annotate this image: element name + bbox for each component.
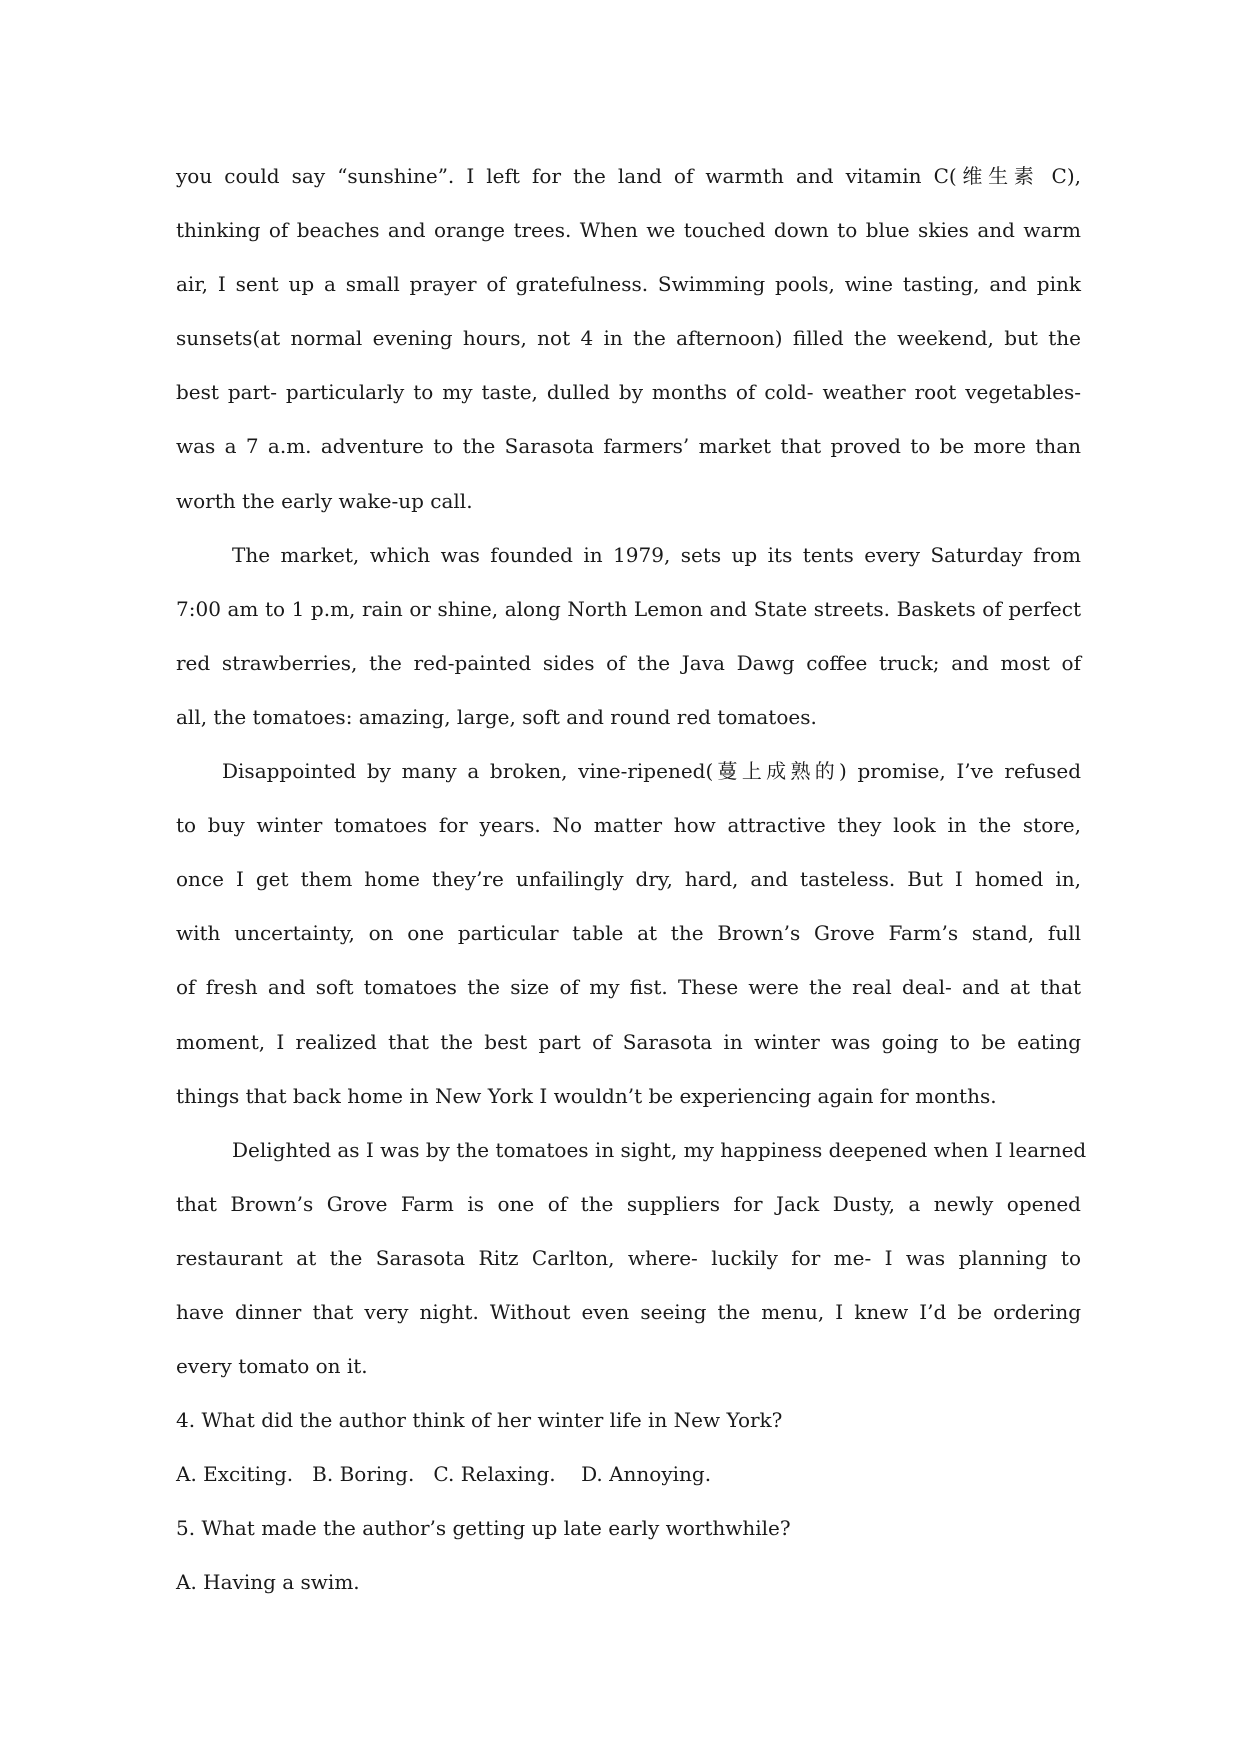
text-line: was a 7 a.m. adventure to the Sarasota farmers’ market that proved to be more than xyxy=(176,434,1081,459)
text-line: moment, I realized that the best part of Sarasota in winter was going to be eating xyxy=(176,1029,1081,1054)
text-line: that Brown’s Grove Farm is one of the suppliers for Jack Dusty, a newly opened xyxy=(176,1191,1081,1216)
text-line: sunsets(at normal evening hours, not 4 in the afternoon) filled the weekend, but the xyxy=(176,326,1081,351)
text-line: worth the early wake-up call. xyxy=(176,488,473,513)
question-5-option-a: A. Having a swim. xyxy=(176,1570,360,1595)
text-line: once I get them home they’re unfailingly dry, hard, and tasteless. But I homed in, xyxy=(176,867,1081,892)
questions xyxy=(176,1400,1081,1616)
text-line: restaurant at the Sarasota Ritz Carlton, where- luckily for me- I was planning to xyxy=(176,1245,1081,1270)
question-4-options: A. Exciting. B. Boring. C. Relaxing. D. Annoying. xyxy=(176,1462,712,1487)
text-line: Disappointed by many a broken, vine-ripened(蔓上成熟的) promise, I’ve refused xyxy=(222,759,1081,784)
text-line: of fresh and soft tomatoes the size of my fist. These were the real deal- and at that xyxy=(176,975,1081,1000)
text-line: red strawberries, the red-painted sides of the Java Dawg coffee truck; and most of xyxy=(176,650,1081,675)
text-line: to buy winter tomatoes for years. No matter how attractive they look in the store, xyxy=(176,813,1081,838)
text-line: every tomato on it. xyxy=(176,1354,368,1379)
text-line: things that back home in New York I wouldn’t be experiencing again for months. xyxy=(176,1083,997,1108)
reading-passage xyxy=(176,156,1087,1617)
text-line: all, the tomatoes: amazing, large, soft and round red tomatoes. xyxy=(176,704,817,729)
text-line: have dinner that very night. Without even seeing the menu, I knew I’d be ordering xyxy=(176,1299,1081,1324)
question-5: 5. What made the author’s getting up late early worthwhile? xyxy=(176,1516,791,1541)
paragraph-4 xyxy=(176,1130,1087,1400)
text-line: best part- particularly to my taste, dulled by months of cold- weather root vegetables- xyxy=(176,380,1081,405)
text-line: air, I sent up a small prayer of gratefulness. Swimming pools, wine tasting, and pink xyxy=(176,272,1081,297)
text-line: Delighted as I was by the tomatoes in sight, my happiness deepened when I learned xyxy=(232,1137,1087,1162)
text-line: thinking of beaches and orange trees. When we touched down to blue skies and warm xyxy=(176,218,1081,243)
text-line: 7:00 am to 1 p.m, rain or shine, along North Lemon and State streets. Baskets of perfect xyxy=(176,596,1081,621)
text-line: The market, which was founded in 1979, sets up its tents every Saturday from xyxy=(232,542,1081,567)
paragraph-2 xyxy=(176,535,1081,751)
paragraph-3 xyxy=(176,751,1081,1130)
text-line: you could say “sunshine”. I left for the land of warmth and vitamin C(维生素 C), xyxy=(176,164,1081,188)
question-4: 4. What did the author think of her winter life in New York? xyxy=(176,1408,783,1433)
paragraph-1 xyxy=(176,156,1081,535)
text-line: with uncertainty, on one particular table at the Brown’s Grove Farm’s stand, full xyxy=(176,921,1081,946)
